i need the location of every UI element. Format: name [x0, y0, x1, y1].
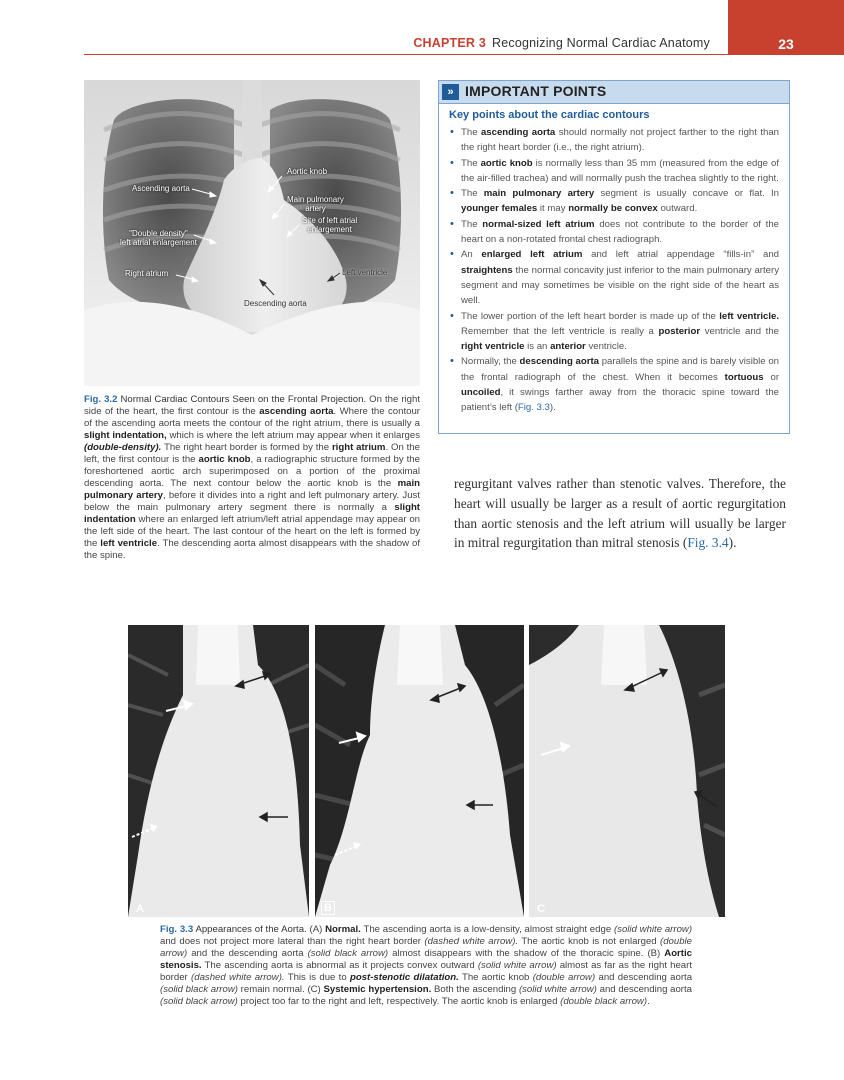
figure-3-2-caption: Fig. 3.2 Normal Cardiac Contours Seen on the Frontal Projection. On the right side of the heart, the first contour is the ascending aorta. Where the contour of the ascending aorta meets the contour of the right atrium, there is usually a slight indentation, which is where the left atrium may appear when it enlarges (double-density). The right heart border is formed by the right atrium. On the left, the first contour is the aortic knob, a radiographic structure formed by the foreshortened aortic arch superimposed on a portion of the proximal descending aorta. The next contour below the aortic knob is the main pulmonary artery, before it divides into a right and left pulmonary artery. Just below the main pulmonary artery segment there is normally a slight indentation where an enlarged left atrium/left atrial appendage may appear on the left side of the heart. The last contour of the heart on the left is formed by the left ventricle. The descending aorta almost disappears with the shadow of the spine.: [84, 394, 421, 561]
list-item: • The main pulmonary artery segment is usually concave or flat. In younger females it may normally be convex outward.: [449, 186, 779, 217]
figure-title: Normal Cardiac Contours Seen on the Frontal Projection.: [120, 394, 367, 405]
panel-label-a: A: [136, 903, 144, 915]
body-paragraph: regurgitant valves rather than stenotic valves. Therefore, the heart will usually be larger as a result of aortic regurgitation than aortic stenosis and the left atrium will usually be larger in mitral regurgitation than mitral stenosis (Fig. 3.4).: [454, 476, 786, 551]
page-number: 23: [778, 36, 794, 52]
chapter-title: Recognizing Normal Cardiac Anatomy: [491, 36, 710, 50]
label-left-ventricle: Left ventricle: [342, 268, 388, 277]
double-chevron-icon: »: [442, 84, 459, 100]
figure-number: Fig. 3.2: [84, 394, 118, 405]
figure-3-3-caption: Fig. 3.3 Appearances of the Aorta. (A) Normal. The ascending aorta is a low-density, almost straight edge (solid white arrow) and does not project more lateral than the right heart border (dashed white arrow). The aortic knob is not enlarged (double arrow) and the descending aorta (solid black arrow) almost disappears with the shadow of the thoracic spine. (B) Aortic stenosis. The ascending aorta is abnormal as it projects convex outward (solid white arrow) almost as far as the right heart border (dashed white arrow). This is due to post-stenotic dilatation. The aortic knob (double arrow) and descending aorta (solid black arrow) remain normal. (C) Systemic hypertension. Both the ascending (solid white arrow) and descending aorta (solid black arrow) project too far to the right and left, respectively. The aortic knob is enlarged (double black arrow).: [160, 924, 693, 1007]
panel-label-c: C: [537, 903, 545, 915]
running-header: [413, 36, 710, 50]
chapter-label: CHAPTER 3: [413, 36, 486, 50]
label-double-density: "Double density" left atrial enlargement: [120, 229, 197, 247]
list-item: • Normally, the descending aorta parallels the spine and is barely visible on the frontal radiograph of the chest. When it becomes tortuous or uncoiled, it swings farther away from the thoracic spine toward the patient’s left (Fig. 3.3).: [449, 354, 779, 415]
important-points-header: [439, 81, 789, 104]
label-left-atrial-site: Site of left atrial enlargement: [302, 216, 358, 234]
list-item: • The normal-sized left atrium does not contribute to the border of the heart on a non-rotated frontal chest radiograph.: [449, 217, 779, 248]
list-item: • An enlarged left atrium and left atrial appendage “fills-in” and straightens the normal concavity just inferior to the main pulmonary artery segment and may sometimes be visible on the right side of the heart as well.: [449, 247, 779, 308]
list-item: • The aortic knob is normally less than 35 mm (measured from the edge of the air-filled trachea) and will normally push the trachea slightly to the right.: [449, 156, 779, 187]
list-item: • The lower portion of the left heart border is made up of the left ventricle. Remember that the left ventricle is really a posterior ventricle and the right ventricle is an anterior ventricle.: [449, 309, 779, 355]
panel-label-b: B: [321, 901, 335, 915]
figure-3-3-panel-b: [315, 625, 524, 917]
label-descending-aorta: Descending aorta: [244, 299, 307, 308]
header-rule: [84, 54, 728, 55]
important-points-box: [438, 80, 790, 434]
figure-title: Appearances of the Aorta.: [195, 924, 307, 935]
figure-3-2-chest-radiograph: [84, 80, 420, 386]
figure-reference-link[interactable]: Fig. 3.3: [517, 402, 550, 414]
important-points-subtitle: Key points about the cardiac contours: [449, 109, 650, 121]
figure-3-3-panel-c: [529, 625, 725, 917]
figure-3-3-panel-a: [128, 625, 309, 917]
figure-number: Fig. 3.3: [160, 924, 194, 935]
label-main-pulmonary: Main pulmonary artery: [287, 195, 344, 213]
figure-reference-link[interactable]: Fig. 3.4: [687, 535, 729, 551]
label-aortic-knob: Aortic knob: [287, 167, 328, 176]
important-points-title: IMPORTANT POINTS: [465, 83, 607, 99]
page-number-box: [728, 0, 844, 55]
label-ascending-aorta: Ascending aorta: [132, 184, 190, 193]
label-leader-arrows: [84, 80, 420, 386]
list-item: • The ascending aorta should normally not project farther to the right than the right heart border (i.e., the right atrium).: [449, 125, 779, 156]
label-right-atrium: Right atrium: [125, 269, 169, 278]
important-points-list: [449, 125, 779, 416]
